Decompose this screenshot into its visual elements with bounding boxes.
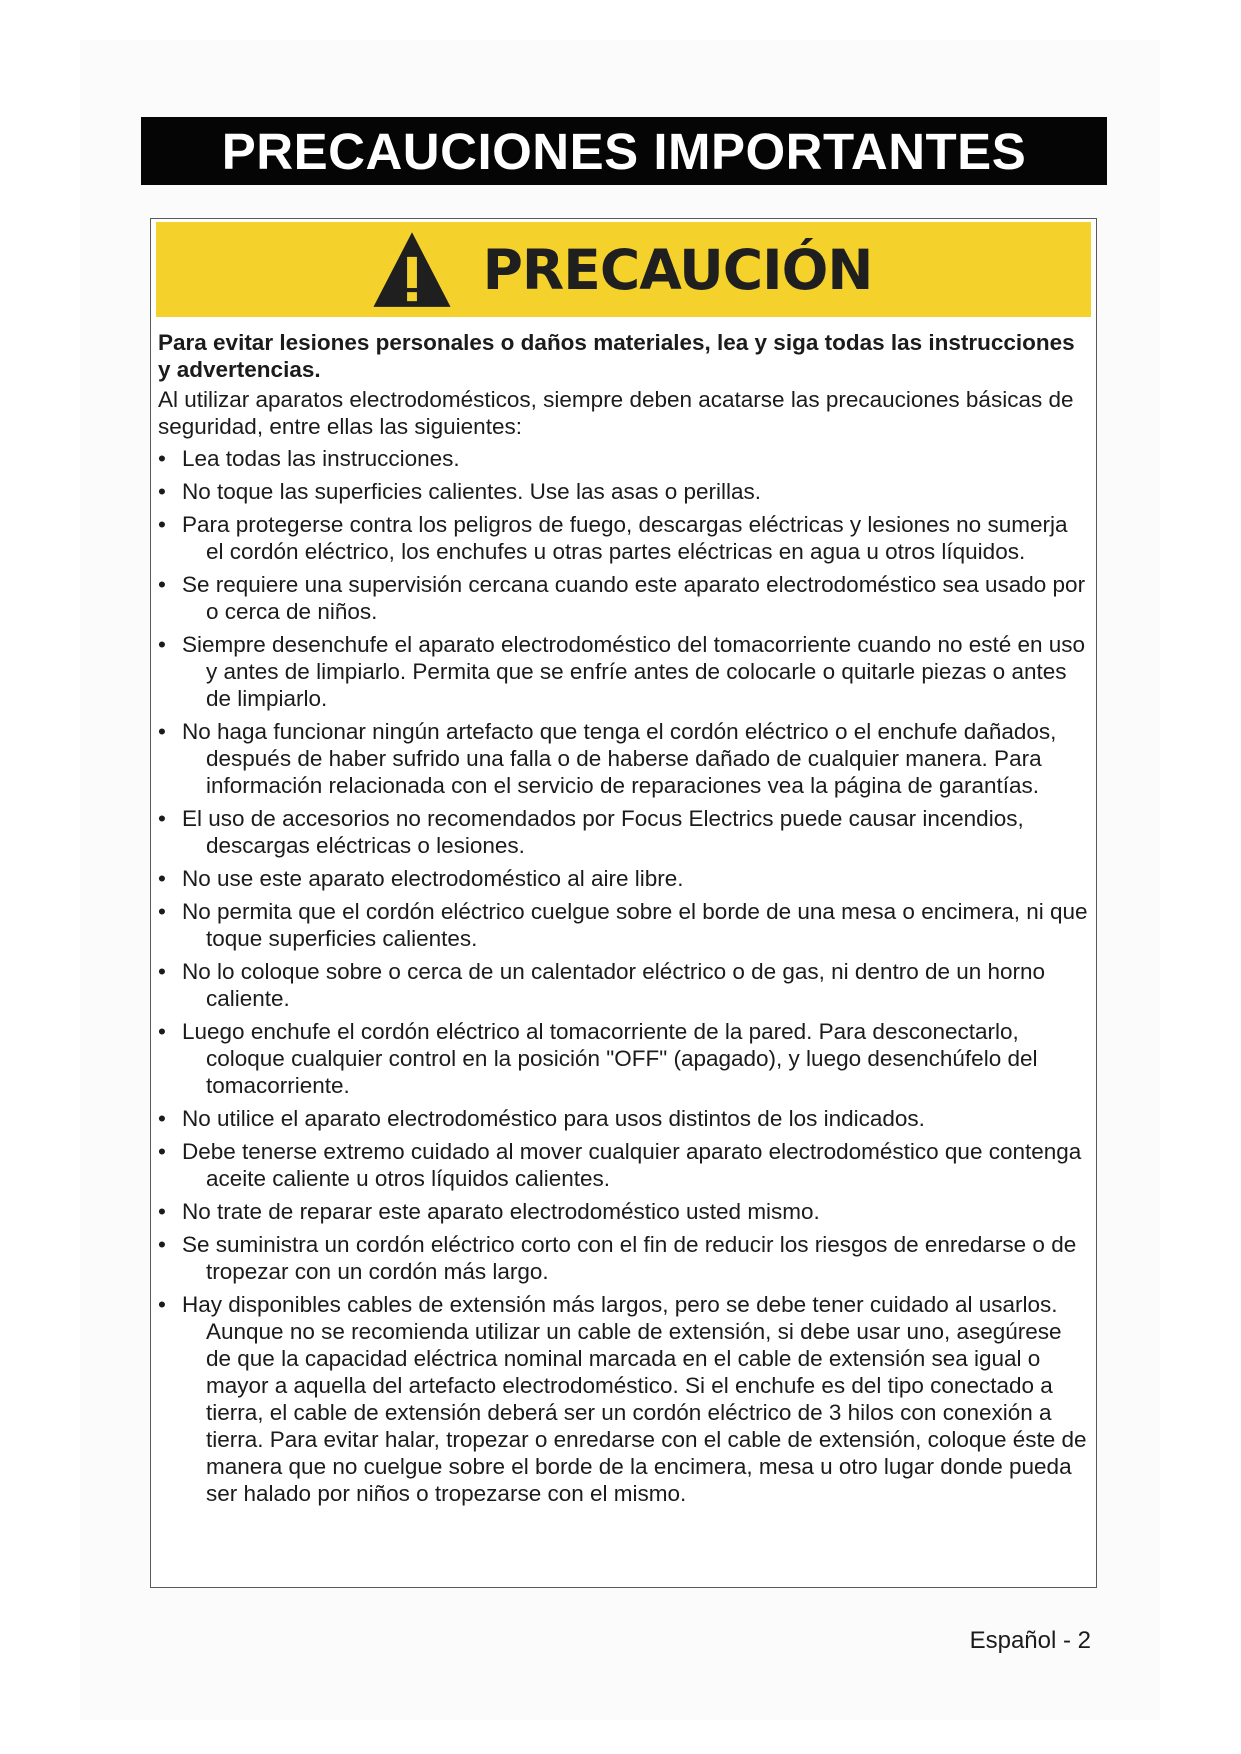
- list-item: • Lea todas las instrucciones.: [158, 445, 1090, 472]
- list-item: • Se suministra un cordón eléctrico corto con el fin de reducir los riesgos de enredarse o de tropezar con un cordón más largo.: [158, 1231, 1090, 1285]
- list-item: • Siempre desenchufe el aparato electrodoméstico del tomacorriente cuando no esté en uso y antes de limpiarlo. Permita que se enfríe antes de colocarle o quitarle piezas o antes de limpiarlo.: [158, 631, 1090, 712]
- list-item: • El uso de accesorios no recomendados por Focus Electrics puede causar incendios, descargas eléctricas o lesiones.: [158, 805, 1090, 859]
- caution-box: [150, 218, 1097, 1588]
- warning-triangle-icon: [371, 229, 453, 311]
- page-title: PRECAUCIONES IMPORTANTES: [221, 122, 1027, 180]
- intro-paragraph: Al utilizar aparatos electrodomésticos, siempre deben acatarse las precauciones básicas de seguridad, entre ellas las siguientes:: [158, 387, 1074, 439]
- list-item: • No trate de reparar este aparato electrodoméstico usted mismo.: [158, 1198, 1090, 1225]
- page-number: Español - 2: [969, 1627, 1091, 1654]
- caution-content: [158, 329, 1090, 1513]
- list-item: • No toque las superficies calientes. Use las asas o perillas.: [158, 478, 1090, 505]
- list-item: • Se requiere una supervisión cercana cuando este aparato electrodoméstico sea usado por o cerca de niños.: [158, 571, 1090, 625]
- list-item: • No utilice el aparato electrodoméstico para usos distintos de los indicados.: [158, 1105, 1090, 1132]
- caution-banner: [156, 222, 1091, 317]
- caution-heading: PRECAUCIÓN: [482, 237, 873, 302]
- precautions-list: [158, 445, 1090, 1507]
- list-item: • Luego enchufe el cordón eléctrico al tomacorriente de la pared. Para desconectarlo, coloque cualquier control en la posición "OFF" (apagado), y luego desenchúfelo del tomacorriente.: [158, 1018, 1090, 1099]
- lead-paragraph: Para evitar lesiones personales o daños materiales, lea y siga todas las instrucciones y advertencias.: [158, 330, 1075, 382]
- list-item: • No haga funcionar ningún artefacto que tenga el cordón eléctrico o el enchufe dañados, después de haber sufrido una falla o de haberse dañado de cualquier manera. Para información relacionada con el servicio de reparaciones vea la página de garantías.: [158, 718, 1090, 799]
- list-item: • Para protegerse contra los peligros de fuego, descargas eléctricas y lesiones no sumerja el cordón eléctrico, los enchufes u otras partes eléctricas en agua u otros líquidos.: [158, 511, 1090, 565]
- title-bar: [141, 117, 1107, 185]
- list-item: • No use este aparato electrodoméstico al aire libre.: [158, 865, 1090, 892]
- list-item: • No lo coloque sobre o cerca de un calentador eléctrico o de gas, ni dentro de un horno caliente.: [158, 958, 1090, 1012]
- list-item: • Hay disponibles cables de extensión más largos, pero se debe tener cuidado al usarlos. Aunque no se recomienda utilizar un cable de extensión, si debe usar uno, asegúrese de que la capacidad eléctrica nominal marcada en el cable de extensión sea igual o mayor a aquella del artefacto electrodoméstico. Si el enchufe es del tipo conectado a tierra, el cable de extensión deberá ser un cordón eléctrico de 3 hilos con conexión a tierra. Para evitar halar, tropezar o enredarse con el cable de extensión, coloque éste de manera que no cuelgue sobre el borde de la encimera, mesa u otro lugar donde pueda ser halado por niños o tropezarse con el mismo.: [158, 1291, 1090, 1507]
- list-item: • Debe tenerse extremo cuidado al mover cualquier aparato electrodoméstico que contenga aceite caliente u otros líquidos calientes.: [158, 1138, 1090, 1192]
- list-item: • No permita que el cordón eléctrico cuelgue sobre el borde de una mesa o encimera, ni que toque superficies calientes.: [158, 898, 1090, 952]
